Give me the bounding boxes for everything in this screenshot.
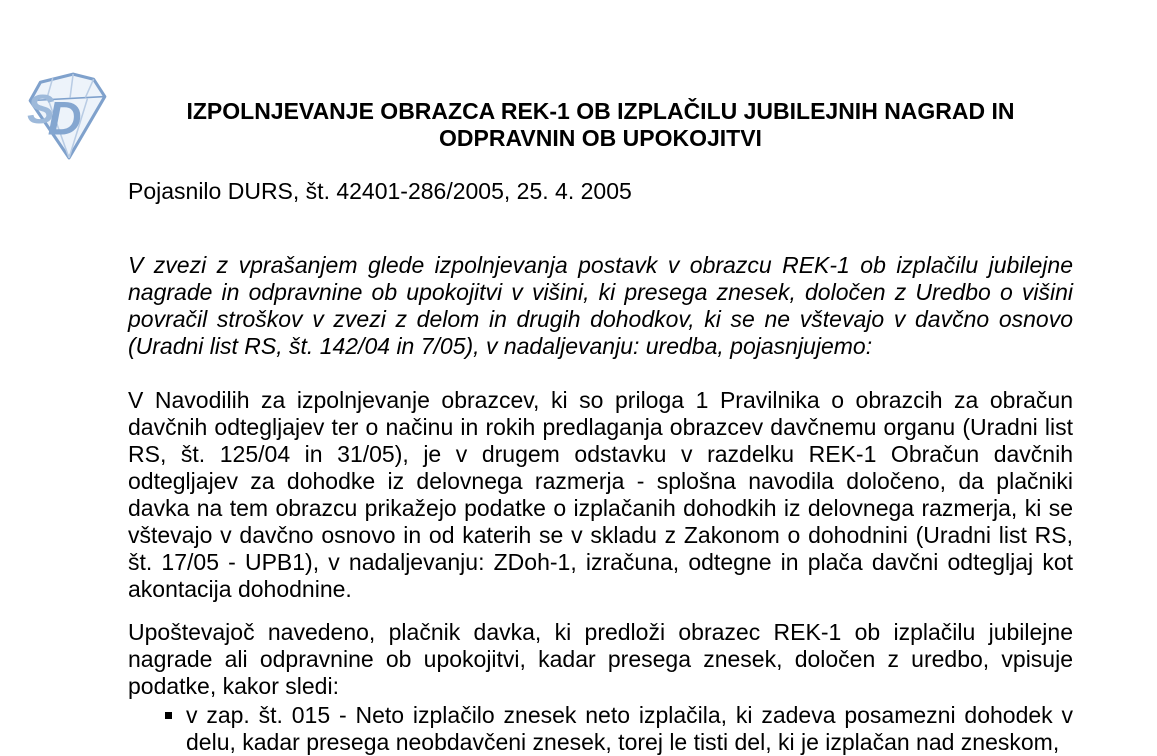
bullet-item-text: v zap. št. 015 - Neto izplačilo znesek neto izplačila, ki zadeva posamezni dohodek v delu, kadar presega neobdavčeni znesek, torej le tisti del, ki je izplačan nad zneskom, — [186, 702, 1073, 755]
document-reference-line: Pojasnilo DURS, št. 42401-286/2005, 25. 4. 2005 — [128, 178, 632, 204]
bullet-square-icon — [165, 712, 172, 719]
logo-letter-s: S — [27, 86, 55, 133]
sd-diamond-logo — [26, 70, 108, 162]
logo-letter-d: D — [47, 91, 82, 145]
bullet-item-zap-015 — [186, 702, 1073, 756]
bullet-list — [128, 702, 1073, 756]
paragraph-navodila: V Navodilih za izpolnjevanje obrazcev, ki so priloga 1 Pravilnika o obrazcih za obračun davčnih odtegljajev ter o načinu in rokih predlaganja obrazcev davčnemu organu (Uradni list RS, št. 125/04 in 31/05), je v drugem odstavku v razdelku REK-1 Obračun davčnih odtegljajev za dohodke iz delovnega razmerja - splošna navodila določeno, da plačniki davka na tem obrazcu prikažejo podatke o izplačanih dohodkih iz delovnega razmerja, ki se vštevajo v davčno osnovo in od katerih se v skladu z Zakonom o dohodnini (Uradni list RS, št. 17/05 - UPB1), v nadaljevanju: ZDoh-1, izračuna, odtegne in plača davčni odtegljaj kot akontacija dohodnine. — [128, 387, 1073, 602]
paragraph-upostevajoc: Upoštevajoč navedeno, plačnik davka, ki predloži obrazec REK-1 ob izplačilu jubilejne nagrade ali odpravnine ob upokojitvi, kadar presega znesek, določen z uredbo, vpisuje podatke, kakor sledi: — [128, 619, 1073, 699]
document-content — [128, 0, 1073, 756]
page-title: IZPOLNJEVANJE OBRAZCA REK-1 OB IZPLAČILU JUBILEJNIH NAGRAD IN ODPRAVNIN OB UPOKOJITVI — [186, 98, 1015, 151]
paragraph-intro-italic: V zvezi z vprašanjem glede izpolnjevanja postavk v obrazcu REK-1 ob izplačilu jubilejne nagrade in odpravnine ob upokojitvi v višini, ki presega znesek, določen z Uredbo o višini povračil stroškov v zvezi z delom in drugih dohodkov, ki se ne vštevajo v davčno osnovo (Uradni list RS, št. 142/04 in 7/05), v nadaljevanju: uredba, pojasnjujemo: — [128, 252, 1073, 359]
sd-diamond-logo-graphic — [26, 70, 108, 162]
